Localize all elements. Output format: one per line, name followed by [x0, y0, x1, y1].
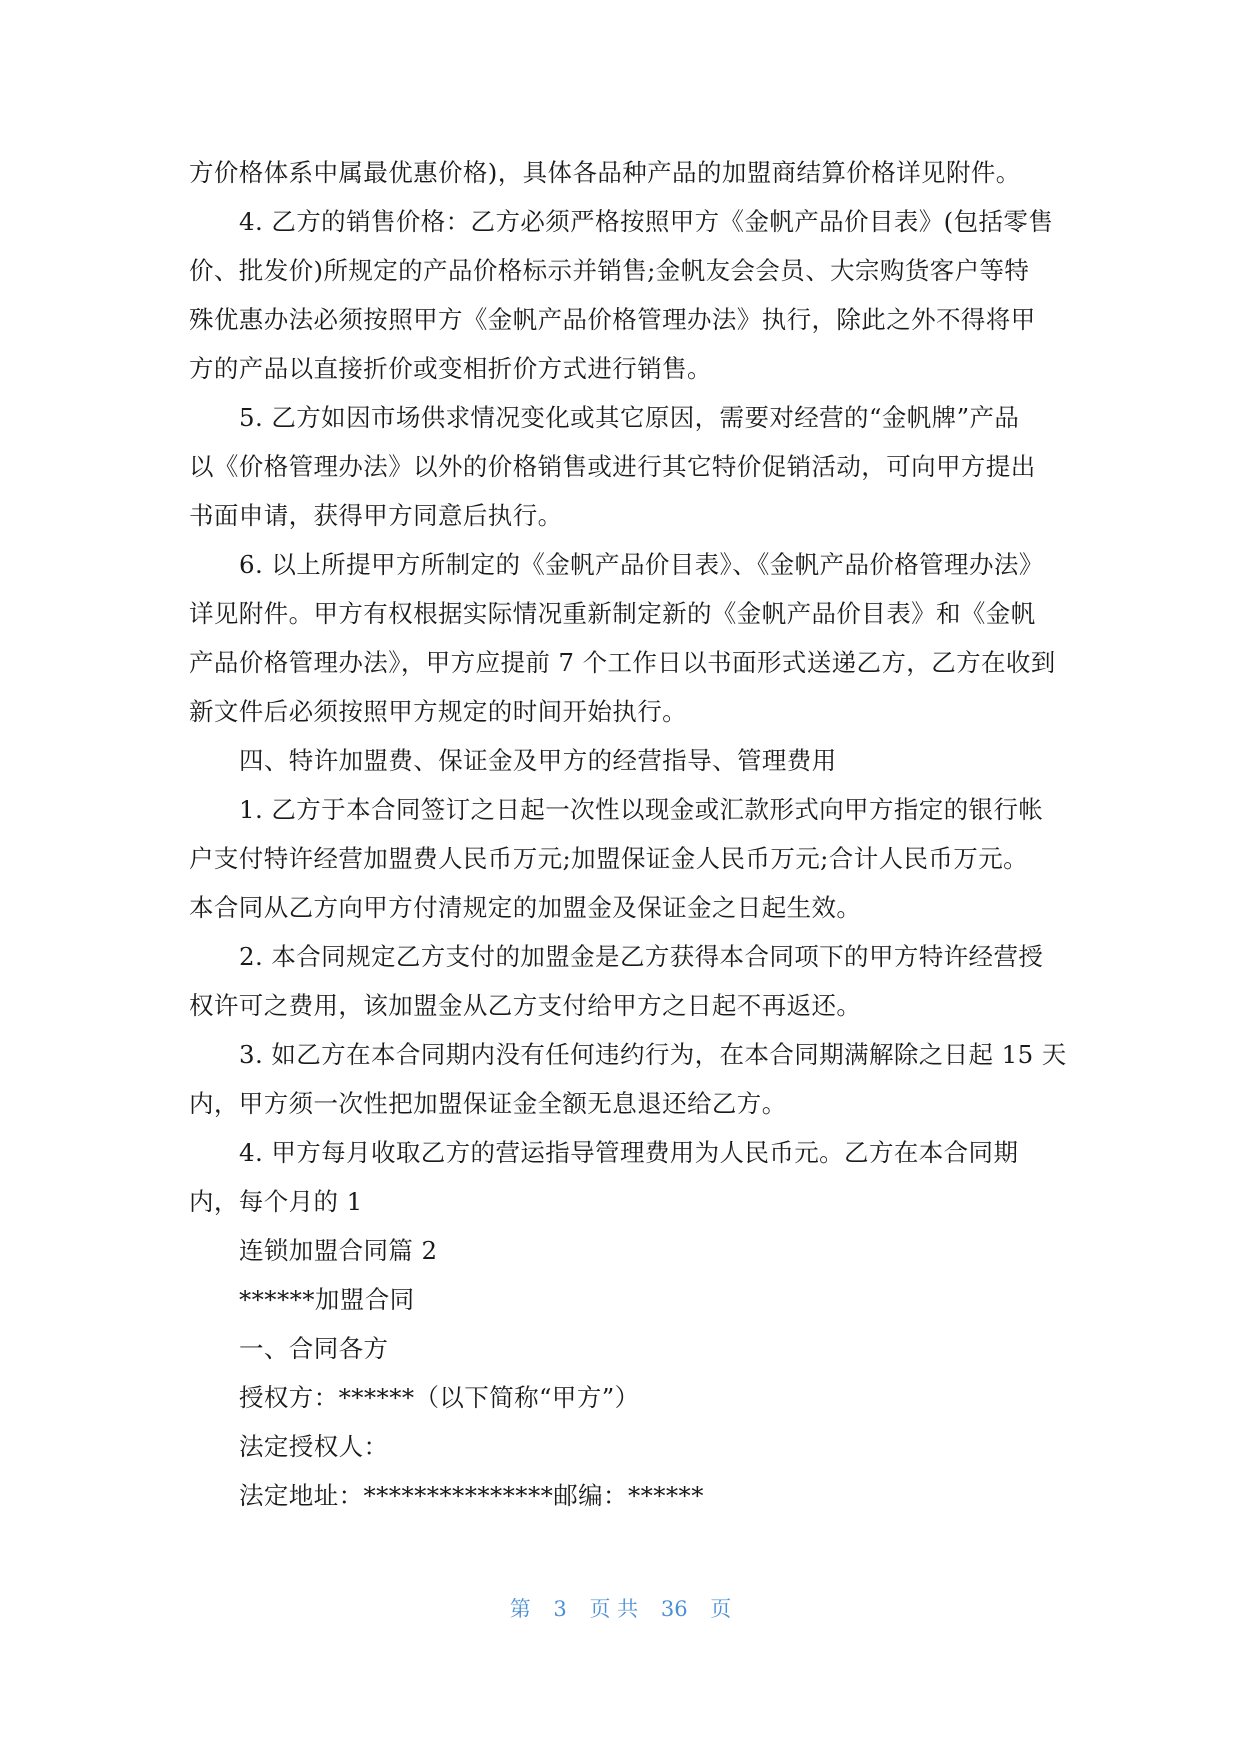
text-line: 3. 如乙方在本合同期内没有任何违约行为，在本合同期满解除之日起 15 天: [239, 1040, 1067, 1069]
footer-current-page: 3: [553, 1597, 567, 1621]
text-line: 法定授权人：: [239, 1432, 389, 1461]
text-line: 内，每个月的 1: [189, 1187, 363, 1216]
text-line: 本合同从乙方向甲方付清规定的加盟金及保证金之日起生效。: [189, 893, 862, 922]
text-line: 户支付特许经营加盟费人民币万元;加盟保证金人民币万元;合计人民币万元。: [189, 844, 1029, 873]
text-line: 方的产品以直接折价或变相折价方式进行销售。: [189, 354, 712, 383]
text-line: 殊优惠办法必须按照甲方《金帆产品价格管理办法》执行，除此之外不得将甲: [189, 305, 1036, 334]
text-line: 以《价格管理办法》以外的价格销售或进行其它特价促销活动，可向甲方提出: [189, 452, 1036, 481]
text-line: 四、特许加盟费、保证金及甲方的经营指导、管理费用: [239, 746, 837, 775]
text-line: 详见附件。甲方有权根据实际情况重新制定新的《金帆产品价目表》和《金帆: [189, 599, 1036, 628]
text-line: 5. 乙方如因市场供求情况变化或其它原因，需要对经营的“金帆牌”产品: [239, 403, 1020, 432]
text-line: 价、批发价)所规定的产品价格标示并销售;金帆友会会员、大宗购货客户等特: [189, 256, 1030, 285]
footer-prefix: 第: [509, 1597, 531, 1621]
footer-middle: 页 共: [589, 1597, 639, 1621]
text-line: 6. 以上所提甲方所制定的《金帆产品价目表》、《金帆产品价格管理办法》: [239, 550, 1044, 579]
page-footer: [0, 1593, 1241, 1623]
text-line: 内，甲方须一次性把加盟保证金全额无息退还给乙方。: [189, 1089, 787, 1118]
text-line: 4. 乙方的销售价格：乙方必须严格按照甲方《金帆产品价目表》(包括零售: [239, 207, 1054, 236]
text-line: 方价格体系中属最优惠价格)，具体各品种产品的加盟商结算价格详见附件。: [189, 158, 1021, 187]
text-line: 权许可之费用，该加盟金从乙方支付给甲方之日起不再返还。: [189, 991, 862, 1020]
text-line: 一、合同各方: [239, 1334, 389, 1363]
text-line: 2. 本合同规定乙方支付的加盟金是乙方获得本合同项下的甲方特许经营授: [239, 942, 1044, 971]
text-line: 4. 甲方每月收取乙方的营运指导管理费用为人民币元。乙方在本合同期: [239, 1138, 1019, 1167]
text-line: 1. 乙方于本合同签订之日起一次性以现金或汇款形式向甲方指定的银行帐: [239, 795, 1044, 824]
text-line: ******加盟合同: [239, 1285, 415, 1314]
footer-suffix: 页: [710, 1597, 732, 1621]
footer-total-pages: 36: [660, 1597, 688, 1621]
text-line: 产品价格管理办法》，甲方应提前 7 个工作日以书面形式送递乙方，乙方在收到: [189, 648, 1056, 677]
text-line: 授权方：******（以下简称“甲方”）: [239, 1383, 640, 1412]
text-line: 新文件后必须按照甲方规定的时间开始执行。: [189, 697, 687, 726]
text-line: 书面申请，获得甲方同意后执行。: [189, 501, 563, 530]
document-body: [189, 148, 1067, 1520]
text-line: 法定地址：***************邮编：******: [239, 1481, 704, 1510]
text-line: 连锁加盟合同篇 2: [239, 1236, 438, 1265]
